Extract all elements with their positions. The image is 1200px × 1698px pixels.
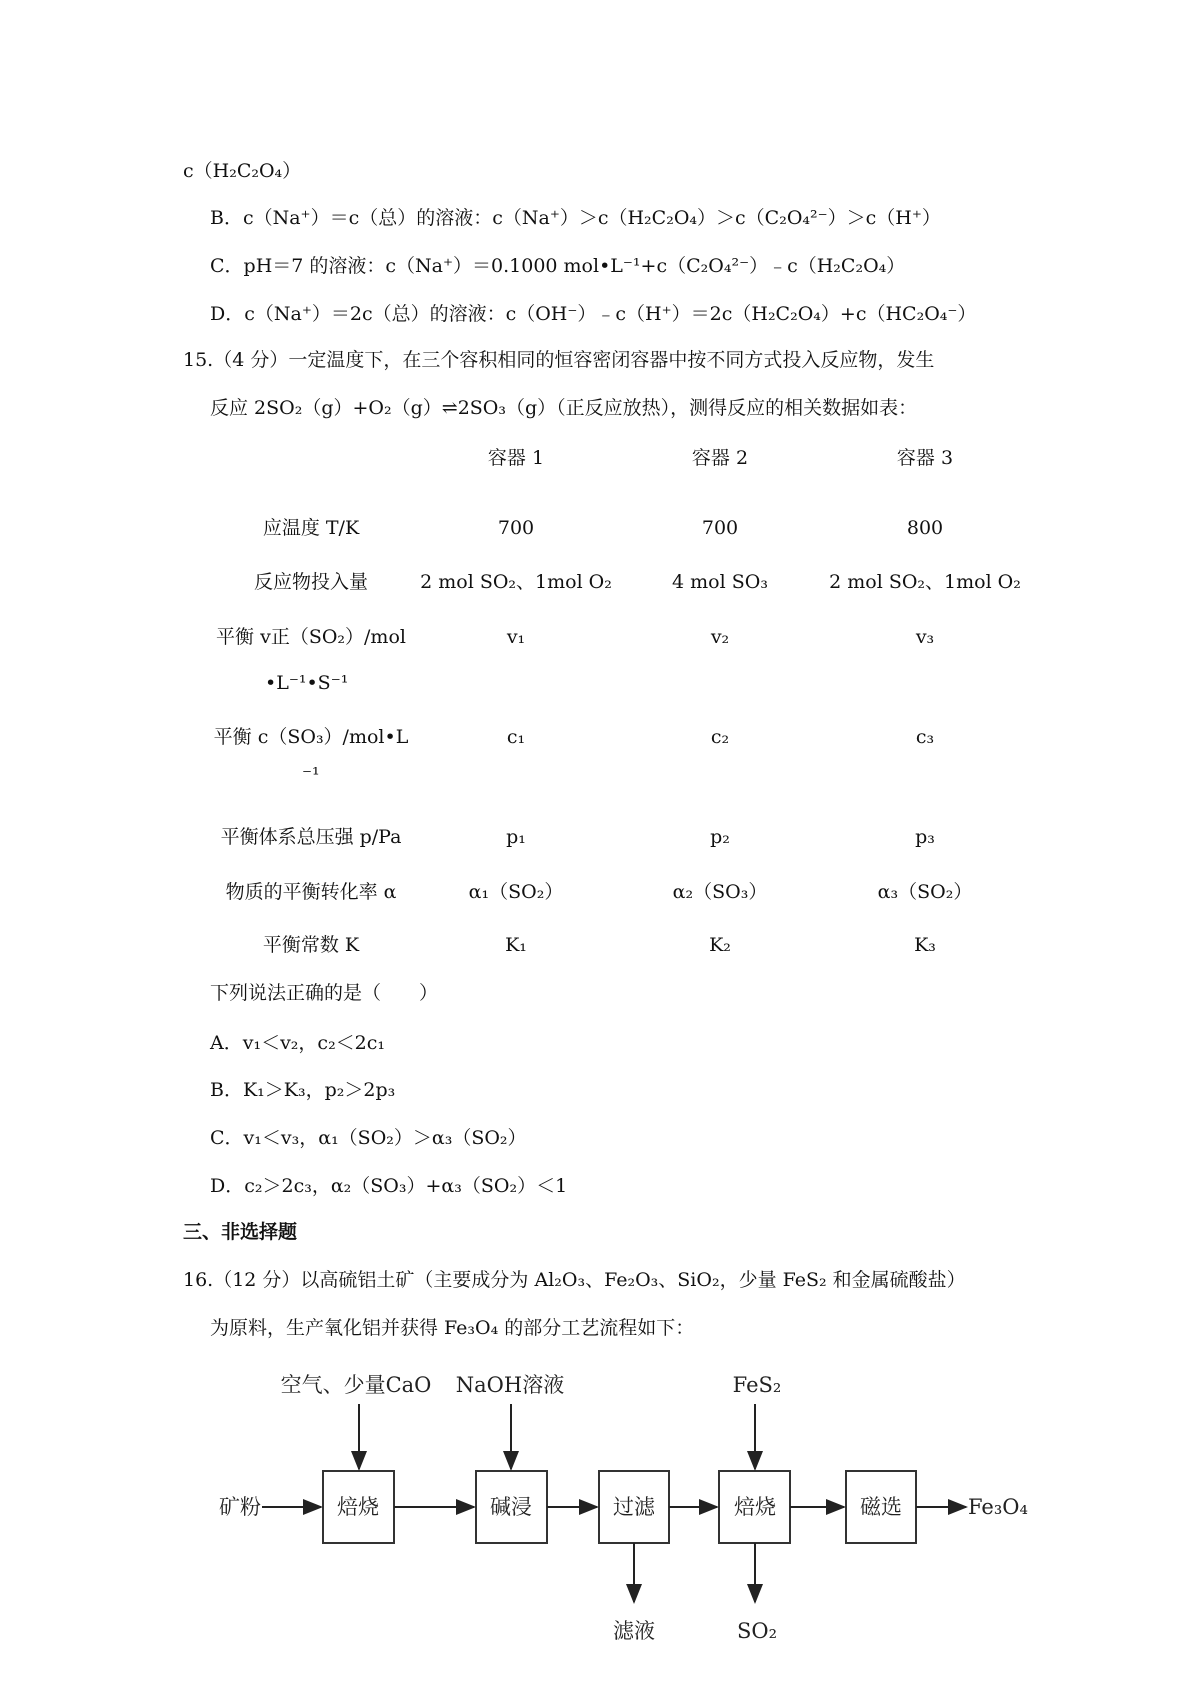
flow-byproduct-so2: SO₂ [736, 1619, 778, 1643]
flow-step-4: 焙烧 [734, 1495, 776, 1519]
q15-option-d: D．c₂＞2c₃，α₂（SO₃）+α₃（SO₂）＜1 [210, 1175, 568, 1197]
row-label-constant: 平衡常数 K [262, 934, 360, 956]
table-cell: c₁ [506, 726, 526, 748]
q14-option-d: D．c（Na⁺）＝2c（总）的溶液：c（OH⁻）﹣c（H⁺）＝2c（H₂C₂O₄）+c（HC₂O₄⁻） [210, 303, 977, 325]
table-cell: α₃（SO₂） [877, 881, 973, 903]
flow-output: Fe₃O₄ [968, 1495, 1028, 1519]
q15-option-b: B．K₁＞K₃，p₂＞2p₃ [210, 1079, 396, 1101]
q15-prompt: 下列说法正确的是（ ） [210, 982, 439, 1004]
row-label-reactants: 反应物投入量 [253, 571, 369, 593]
q14-option-b: B．c（Na⁺）＝c（总）的溶液：c（Na⁺）＞c（H₂C₂O₄）＞c（C₂O₄²⁻）＞c（H⁺） [210, 207, 941, 229]
table-cell: K₂ [709, 934, 731, 956]
table-header-3: 容器 3 [896, 447, 954, 469]
row-label-concentration: 平衡 c（SO₃）/mol•L [213, 726, 409, 748]
row-label-pressure: 平衡体系总压强 p/Pa [220, 826, 402, 848]
q15-stem-line2: 反应 2SO₂（g）+O₂（g）⇌2SO₃（g）（正反应放热），测得反应的相关数据如表： [210, 397, 918, 419]
flow-step-2: 碱浸 [490, 1495, 532, 1519]
row-label-concentration-unit: ⁻¹ [302, 764, 320, 786]
flow-additive-4: FeS₂ [732, 1373, 782, 1397]
q15-stem-line1: 15.（4 分）一定温度下，在三个容积相同的恒容密闭容器中按不同方式投入反应物，发生 [183, 349, 935, 371]
q15-option-c: C．v₁＜v₃，α₁（SO₂）＞α₃（SO₂） [210, 1127, 527, 1149]
table-cell: c₂ [710, 726, 730, 748]
q15-option-a: A．v₁＜v₂，c₂＜2c₁ [210, 1032, 386, 1054]
table-cell: 2 mol SO₂、1mol O₂ [420, 571, 612, 593]
table-cell: v₃ [915, 626, 935, 648]
q16-stem-line2: 为原料，生产氧化铝并获得 Fe₃O₄ 的部分工艺流程如下： [210, 1317, 695, 1339]
table-cell: 700 [701, 517, 739, 539]
table-cell: v₂ [710, 626, 730, 648]
flow-byproduct-filtrate: 滤液 [613, 1619, 655, 1643]
section-heading: 三、非选择题 [183, 1221, 298, 1243]
table-cell: 800 [906, 517, 944, 539]
table-header-2: 容器 2 [691, 447, 749, 469]
row-label-temperature: 应温度 T/K [262, 517, 360, 539]
table-cell: 700 [497, 517, 535, 539]
table-cell: K₁ [505, 934, 527, 956]
table-cell: α₁（SO₂） [468, 881, 564, 903]
flow-step-3: 过滤 [613, 1495, 655, 1519]
table-cell: α₂（SO₃） [672, 881, 768, 903]
row-label-conversion: 物质的平衡转化率 α [225, 881, 397, 903]
flow-additive-2: NaOH溶液 [455, 1373, 565, 1397]
q14-option-c: C．pH＝7 的溶液：c（Na⁺）＝0.1000 mol•L⁻¹+c（C₂O₄²⁻）﹣c（H₂C₂O₄） [210, 255, 906, 277]
row-label-rate: 平衡 v正（SO₂）/mol [216, 626, 406, 648]
table-header-1: 容器 1 [487, 447, 545, 469]
flow-step-1: 焙烧 [337, 1495, 379, 1519]
row-label-rate-unit: •L⁻¹•S⁻¹ [265, 672, 349, 694]
table-cell: K₃ [914, 934, 936, 956]
table-cell: p₁ [506, 826, 526, 848]
flow-additive-1: 空气、少量CaO [280, 1373, 432, 1397]
table-cell: 4 mol SO₃ [672, 571, 768, 593]
table-cell: p₂ [710, 826, 730, 848]
q14-line-continuation: c（H₂C₂O₄） [183, 160, 302, 182]
table-cell: c₃ [915, 726, 935, 748]
flow-step-5: 磁选 [860, 1495, 902, 1519]
q16-stem-line1: 16.（12 分）以高硫铝土矿（主要成分为 Al₂O₃、Fe₂O₃、SiO₂，少量 FeS₂ 和金属硫酸盐） [183, 1269, 966, 1291]
flow-input: 矿粉 [219, 1495, 261, 1519]
table-cell: 2 mol SO₂、1mol O₂ [829, 571, 1021, 593]
table-cell: p₃ [915, 826, 935, 848]
table-cell: v₁ [506, 626, 526, 648]
